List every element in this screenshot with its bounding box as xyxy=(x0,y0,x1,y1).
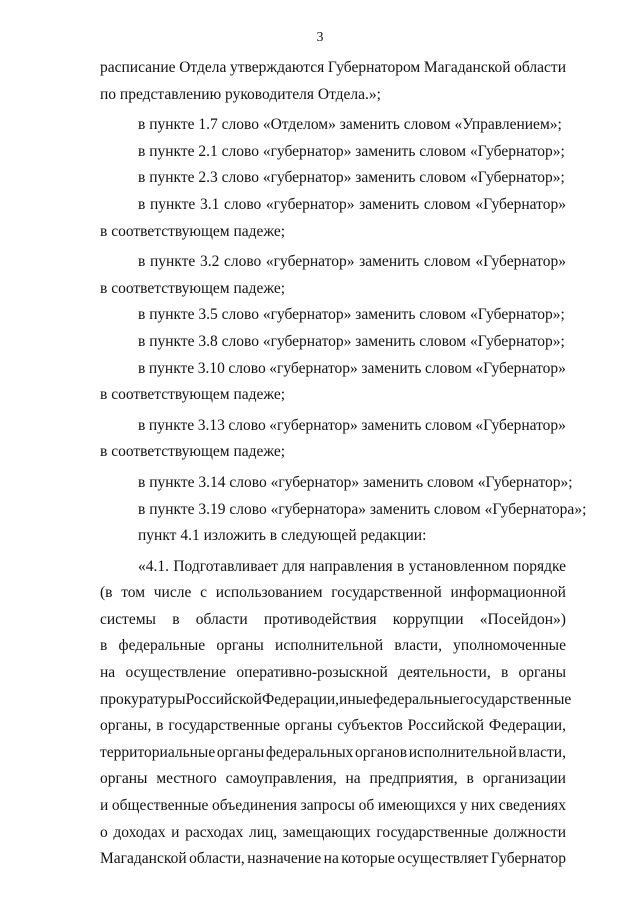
text-line: Магаданской области, назначение на которые осуществляет Губернатор xyxy=(100,850,566,868)
text-line: органы, в государственные органы субъектов Российской Федерации, xyxy=(100,717,566,735)
text-line: в федеральные органы исполнительной власти, уполномоченные xyxy=(100,637,566,655)
text-line: в пункте 3.19 слово «губернатора» заменить словом «Губернатора»; xyxy=(138,500,587,518)
text-line: в пункте 3.2 слово «губернатор» заменить словом «Губернатор» xyxy=(138,253,566,271)
text-line: в соответствующем падеже; xyxy=(100,279,286,297)
text-line: системы в области противодействия коррупции «Посейдон») xyxy=(100,610,566,628)
page-number: 3 xyxy=(316,30,324,45)
text-line: и общественные объединения запросы об имеющихся у них сведениях xyxy=(100,797,566,815)
text-line: в пункте 3.8 слово «губернатор» заменить словом «Губернатор»; xyxy=(138,332,565,350)
text-line: в пункте 3.5 слово «губернатор» заменить словом «Губернатор»; xyxy=(138,306,565,324)
document-body xyxy=(100,55,587,873)
text-line: в пункте 3.1 слово «губернатор» заменить словом «Губернатор» xyxy=(138,195,566,213)
text-line: в пункте 1.7 слово «Отделом» заменить словом «Управлением»; xyxy=(138,116,562,134)
text-line: в соответствующем падеже; xyxy=(100,222,286,240)
text-line: в пункте 3.14 слово «губернатор» заменить словом «Губернатор»; xyxy=(138,473,573,491)
text-line: (в том числе с использованием государственной информационной xyxy=(100,584,566,602)
text-line: в пункте 3.10 слово «губернатор» заменить словом «Губернатор» xyxy=(138,359,566,377)
text-line: прокуратуры Российской Федерации, иные федеральные государственные xyxy=(100,690,572,708)
text-line: органы местного самоуправления, на предприятия, в организации xyxy=(100,770,566,788)
text-line: в соответствующем падеже; xyxy=(100,443,286,461)
text-line: в пункте 3.13 слово «губернатор» заменить словом «Губернатор» xyxy=(138,416,566,434)
text-line: пункт 4.1 изложить в следующей редакции: xyxy=(138,527,427,545)
text-line: о доходах и расходах лиц, замещающих государственные должности xyxy=(100,823,566,841)
text-line: в пункте 2.1 слово «губернатор» заменить словом «Губернатор»; xyxy=(138,142,565,160)
text-line: «4.1. Подготавливает для направления в установленном порядке xyxy=(138,557,566,575)
text-line: по представлению руководителя Отдела.»; xyxy=(100,85,381,103)
text-line: в пункте 2.3 слово «губернатор» заменить словом «Губернатор»; xyxy=(138,169,565,187)
text-line: на осуществление оперативно-розыскной деятельности, в органы xyxy=(100,664,566,682)
text-line: в соответствующем падеже; xyxy=(100,386,286,404)
text-line: расписание Отдела утверждаются Губернатором Магаданской области xyxy=(100,59,566,76)
text-line: территориальные органы федеральных органов исполнительной власти, xyxy=(100,743,566,761)
